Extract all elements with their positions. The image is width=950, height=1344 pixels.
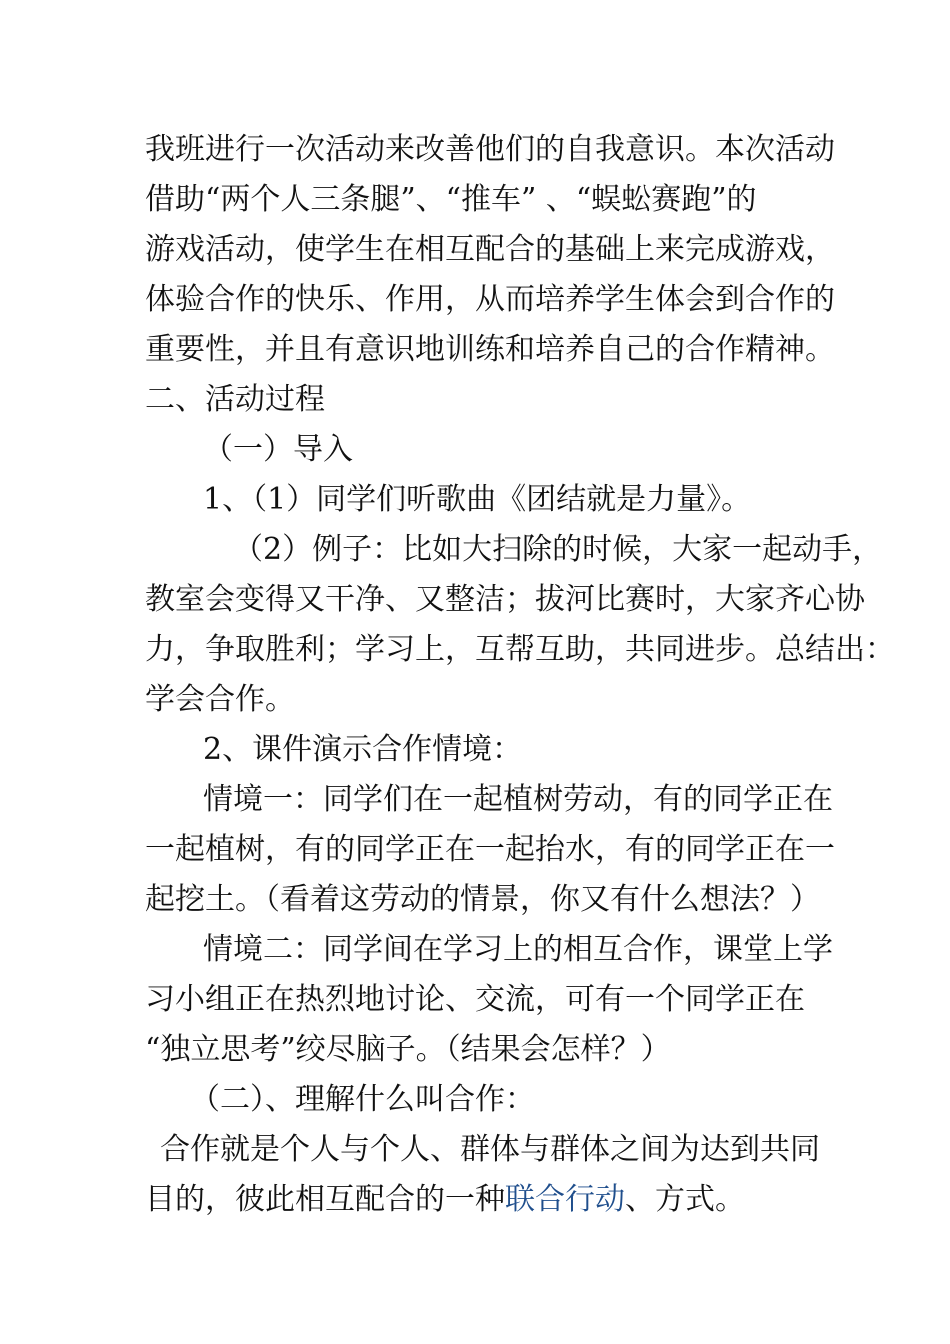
paragraph-line: 情境二：同学间在学习上的相互合作，课堂上学 [203, 932, 833, 967]
paragraph-line: 游戏活动，使学生在相互配合的基础上来完成游戏， [145, 232, 835, 267]
paragraph-line: 情境一：同学们在一起植树劳动，有的同学正在 [203, 782, 833, 817]
paragraph-line: 借助“两个人三条腿”、“推车” 、“蜈蚣赛跑”的 [145, 182, 757, 217]
paragraph-line-with-link [145, 1180, 745, 1220]
text-after-link: 、方式。 [625, 1182, 745, 1217]
hyperlink-lianhe-xingdong[interactable]: 联合行动 [505, 1182, 625, 1217]
paragraph-line: （2）例子：比如大扫除的时候，大家一起动手， [233, 532, 883, 567]
paragraph-line: 起挖土。（看着这劳动的情景，你又有什么想法？） [145, 882, 820, 917]
paragraph-line: “独立思考”绞尽脑子。（结果会怎样？） [145, 1032, 671, 1067]
paragraph-line: 重要性，并且有意识地训练和培养自己的合作精神。 [145, 332, 835, 367]
paragraph-line: 合作就是个人与个人、群体与群体之间为达到共同 [160, 1132, 820, 1167]
paragraph-line: 学会合作。 [145, 682, 295, 717]
subsection-heading: （二）、理解什么叫合作： [190, 1082, 535, 1117]
text-before-link: 目的，彼此相互配合的一种 [145, 1182, 505, 1217]
paragraph-line: 体验合作的快乐、作用，从而培养学生体会到合作的 [145, 282, 835, 317]
paragraph-line: 一起植树，有的同学正在一起抬水，有的同学正在一 [145, 832, 835, 867]
paragraph-line: 2、课件演示合作情境： [203, 732, 523, 767]
subsection-heading: （一）导入 [203, 432, 353, 467]
paragraph-line: 习小组正在热烈地讨论、交流，可有一个同学正在 [145, 982, 805, 1017]
paragraph-line: 教室会变得又干净、又整洁；拔河比赛时，大家齐心协 [145, 582, 865, 617]
paragraph-line: 1、（1）同学们听歌曲《团结就是力量》。 [203, 482, 752, 517]
paragraph-line: 我班进行一次活动来改善他们的自我意识。本次活动 [145, 132, 835, 167]
paragraph-line: 力，争取胜利；学习上，互帮互助，共同进步。总结出： [145, 632, 895, 667]
section-heading: 二、活动过程 [145, 382, 325, 417]
